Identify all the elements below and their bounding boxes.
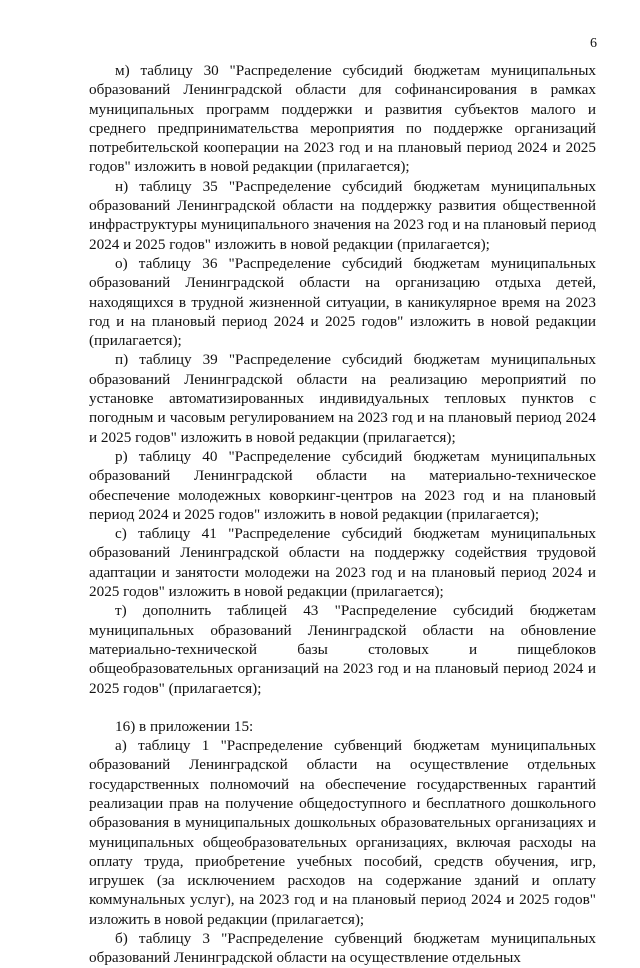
paragraph-o: о) таблицу 36 "Распределение субсидий бюджетам муниципальных образований Ленинградской области на организацию отдыха детей, находящихся в трудной жизненной ситуации, в каникулярное время на 2023 год и на плановый период 2024 и 2025 годов" изложить в новой редакции (прилагается); xyxy=(89,254,596,350)
section-heading: 16) в приложении 15: xyxy=(115,717,254,735)
paragraph-s: с) таблицу 41 "Распределение субсидий бюджетам муниципальных образований Ленинградской области на поддержку содействия трудовой адаптации и занятости молодежи на 2023 год и на плановый период 2024 и 2025 годов" изложить в новой редакции (прилагается); xyxy=(89,525,596,601)
page-number: 6 xyxy=(590,36,597,51)
paragraph-p: п) таблицу 39 "Распределение субсидий бюджетам муниципальных образований Ленинградской области на реализацию мероприятий по установке автоматизированных индивидуальных тепловых пунктов с погодным и часовым регулированием на 2023 год и на плановый период 2024 и 2025 годов" изложить в новой редакции (прилагается); xyxy=(89,351,596,446)
paragraph-b: б) таблицу 3 "Распределение субвенций бюджетам муниципальных образований Ленинградской области на осуществление отдельных xyxy=(89,930,596,967)
paragraph-a: а) таблицу 1 "Распределение субвенций бюджетам муниципальных образований Ленинградской области на осуществление отдельных государственных полномочий на обеспечение государственных гарантий реализации прав на получение общедоступного и бесплатного дошкольного образования в муниципальных дошкольных образовательных организациях и муниципальных общеобразовательных организациях, включая расходы на оплату труда, приобретение учебных пособий, средств обучения, игр, игрушек (за исключением расходов на содержание зданий и оплату коммунальных услуг), на 2023 год и на плановый период 2024 и 2025 годов" изложить в новой редакции (прилагается); xyxy=(89,737,596,928)
paragraph-r: р) таблицу 40 "Распределение субсидий бюджетам муниципальных образований Ленинградской области на материально-техническое обеспечение молодежных коворкинг-центров на 2023 год и на плановый период 2024 и 2025 годов" изложить в новой редакции (прилагается); xyxy=(89,447,596,523)
paragraph-m: м) таблицу 30 "Распределение субсидий бюджетам муниципальных образований Ленинградской области для софинансирования в рамках муниципальных программ поддержки и развития субъектов малого и среднего предпринимательства мероприятия по поддержке организаций потребительской кооперации на 2023 год и на плановый период 2024 и 2025 годов" изложить в новой редакции (прилагается); xyxy=(89,62,596,176)
section-spacer xyxy=(89,698,596,717)
paragraph-n: н) таблицу 35 "Распределение субсидий бюджетам муниципальных образований Ленинградской области на поддержку развития общественной инфраструктуры муниципального значения на 2023 год и на плановый период 2024 и 2025 годов" изложить в новой редакции (прилагается); xyxy=(89,177,596,253)
document-body xyxy=(89,61,596,968)
paragraph-t: т) дополнить таблицей 43 "Распределение субсидий бюджетам муниципальных образований Ленинградской области на обновление материально-технической базы столовых и пищеблоков общеобразовательных организаций на 2023 год и на плановый период 2024 и 2025 годов" (прилагается); xyxy=(89,602,596,697)
